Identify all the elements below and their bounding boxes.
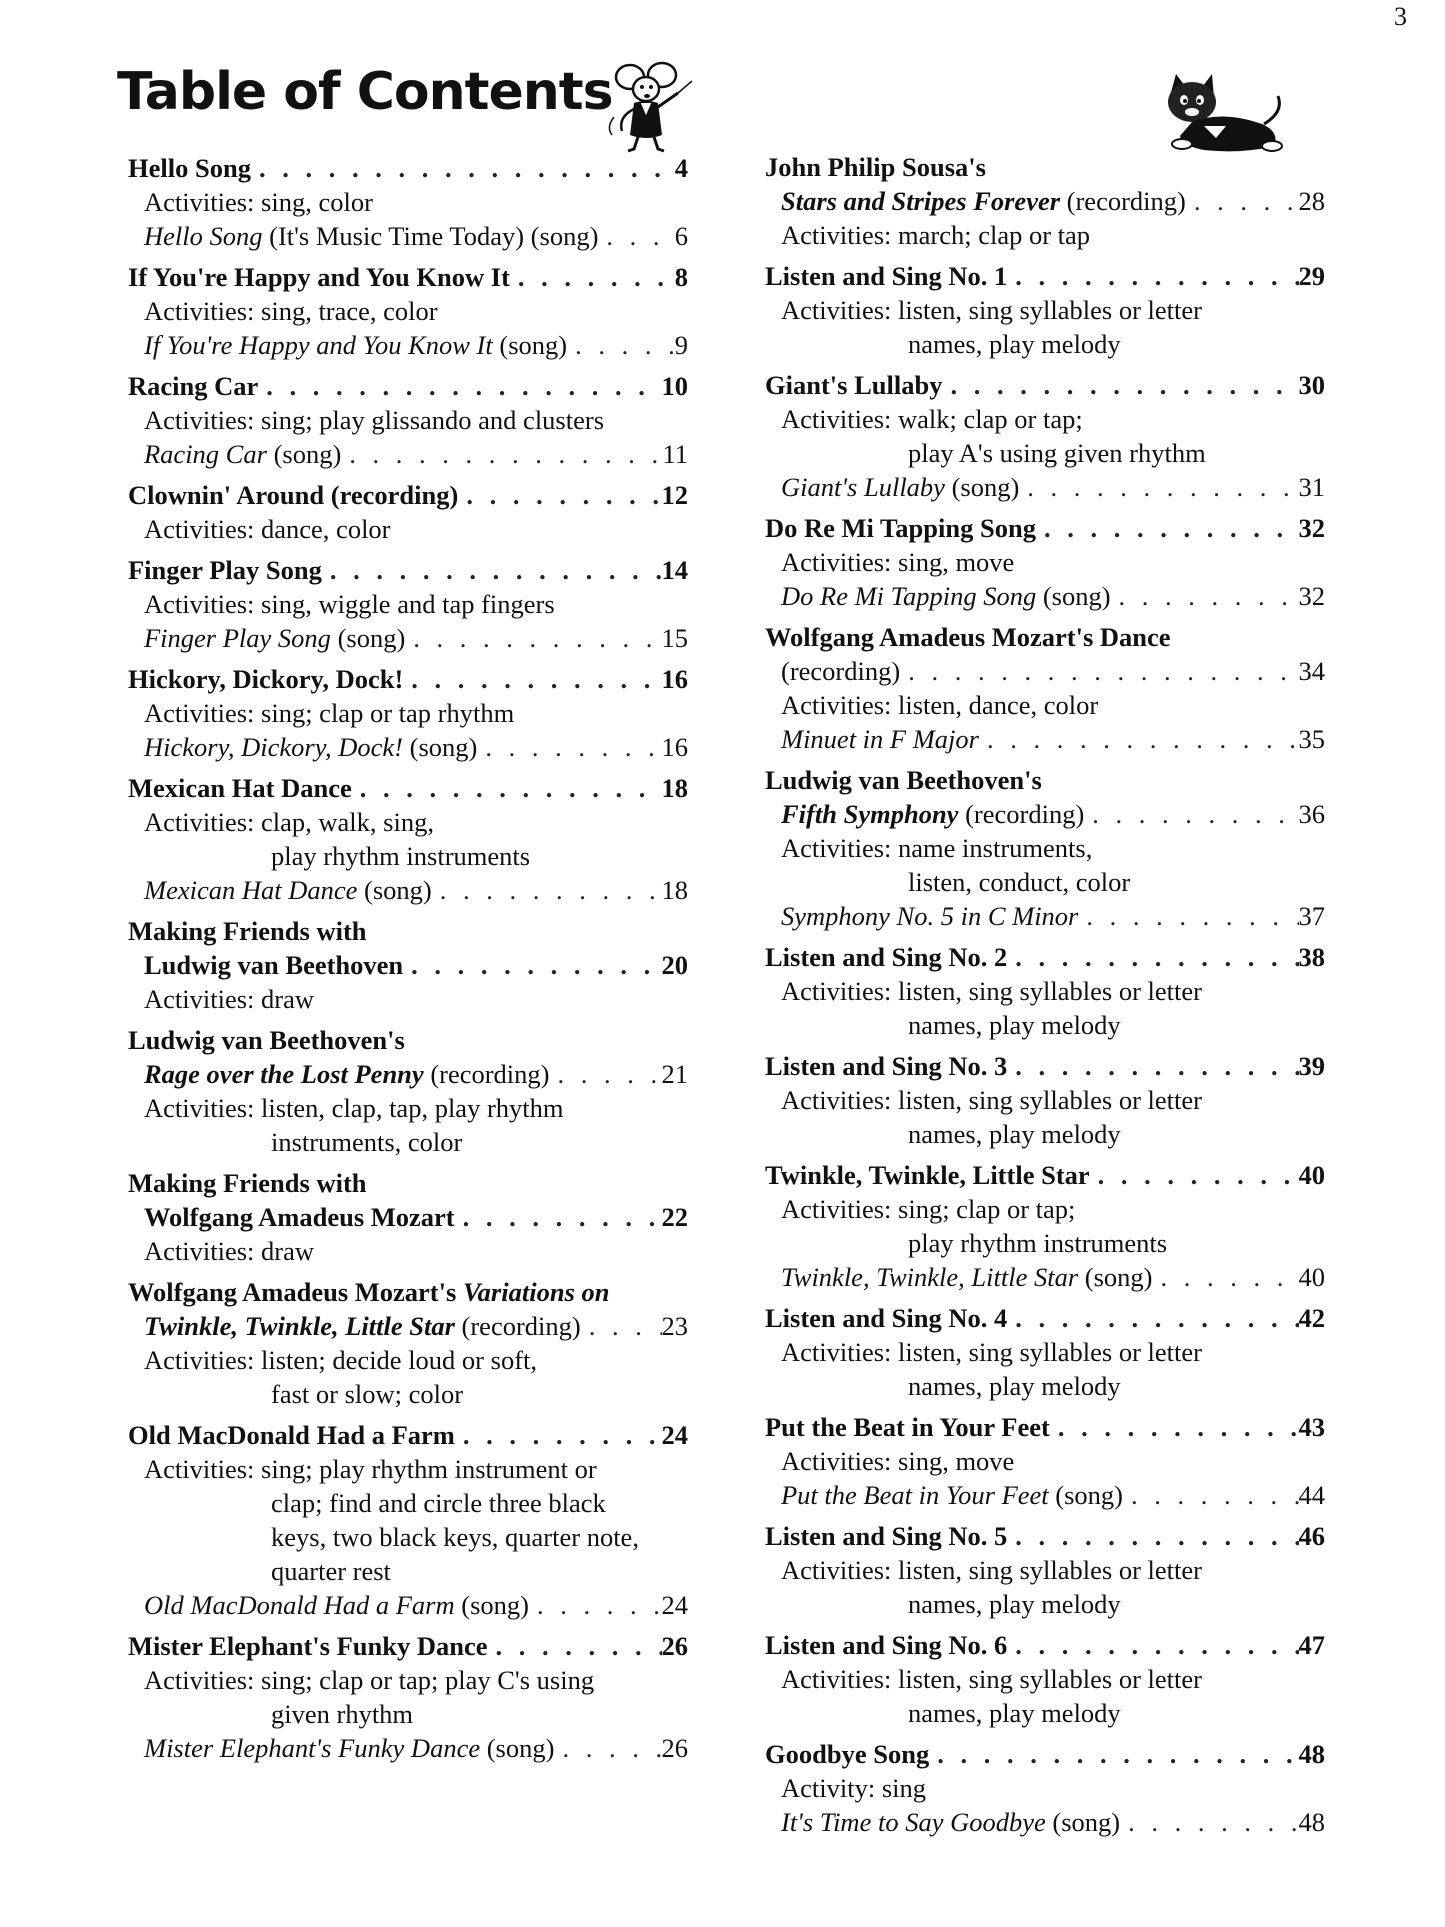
toc-heading-line[interactable] <box>765 1049 1325 1083</box>
song-line[interactable]: Racing Car (song) . . . 11 <box>128 437 688 471</box>
toc-entry-giants-lullaby <box>765 368 1325 504</box>
toc-entry-stars-and-stripes <box>765 150 1325 252</box>
song-line[interactable]: Mister Elephant's Funky Dance (song) . . . 26 <box>128 1731 688 1765</box>
entry-title: Wolfgang Amadeus Mozart's <box>128 1277 463 1307</box>
toc-heading-line[interactable] <box>128 553 688 587</box>
page-ref: 23 <box>661 1311 688 1341</box>
toc-heading-line <box>765 763 1325 797</box>
toc-heading-line[interactable]: Clownin' Around (recording) . . . 12 <box>128 478 688 512</box>
page-ref: 10 <box>661 371 688 401</box>
page-ref: 44 <box>1298 1480 1325 1510</box>
entry-title: Finger Play Song <box>128 555 322 585</box>
entry-title: Ludwig van Beethoven's <box>128 1025 405 1055</box>
page-ref: 36 <box>1298 799 1325 829</box>
recording-title: Twinkle, Twinkle, Little Star <box>144 1311 455 1341</box>
dot-leader <box>1007 1628 1298 1662</box>
activities-line: Activities: sing, move <box>781 1446 1015 1476</box>
dot-leader <box>550 1057 662 1091</box>
page-ref: 28 <box>1298 186 1325 216</box>
toc-entry-making-friends-mozart <box>128 1166 688 1268</box>
song-title: Giant's Lullaby <box>781 472 945 502</box>
dot-leader <box>1007 1049 1298 1083</box>
dot-leader <box>929 1737 1298 1771</box>
activities-line: Activities: listen, sing syllables or letter <box>781 295 1202 325</box>
song-line[interactable]: Do Re Mi Tapping Song (song) . . . 32 <box>765 579 1325 613</box>
dot-leader <box>1153 1260 1299 1294</box>
toc-heading-line[interactable] <box>765 259 1325 293</box>
toc-heading-line: Wolfgang Amadeus Mozart's Variations on <box>128 1277 610 1307</box>
page-ref: 16 <box>661 664 688 694</box>
activities-line: Activities: walk; clap or tap; <box>781 404 1083 434</box>
entry-title: Mexican Hat Dance <box>128 773 352 803</box>
song-title: Hickory, Dickory, Dock! <box>144 732 404 762</box>
page-ref: 34 <box>1298 656 1325 686</box>
activities-line: Activities: sing, wiggle and tap fingers <box>144 589 555 619</box>
dot-leader <box>1007 1519 1298 1553</box>
toc-heading-line[interactable] <box>128 1200 688 1234</box>
entry-title: Listen and Sing No. 1 <box>765 261 1008 291</box>
dot-leader <box>1007 940 1298 974</box>
entry-title: Listen and Sing No. 4 <box>765 1303 1008 1333</box>
page-ref: 40 <box>1298 1262 1325 1292</box>
toc-heading-line <box>765 150 1325 184</box>
page-ref: 32 <box>1298 581 1325 611</box>
toc-heading-line <box>128 1166 688 1200</box>
dot-leader <box>477 730 661 764</box>
song-line[interactable]: Mexican Hat Dance (song) . . . 18 <box>128 873 688 907</box>
activities-line: play rhythm instruments <box>271 841 531 871</box>
entry-title: Goodbye Song <box>765 1739 930 1769</box>
dot-leader <box>581 1309 662 1343</box>
recording-line[interactable]: Twinkle, Twinkle, Little Star (recording) . . . 23 <box>128 1309 688 1343</box>
dot-leader <box>1084 797 1298 831</box>
recording-title: Rage over the Lost Penny <box>144 1059 424 1089</box>
dot-leader <box>529 1588 662 1622</box>
activities-line: play A's using given rhythm <box>908 438 1206 468</box>
activities-line: quarter rest <box>271 1556 391 1586</box>
song-title: Symphony No. 5 in C Minor <box>781 901 1079 931</box>
activities-line: Activities: draw <box>144 984 314 1014</box>
entry-title: Mister Elephant's Funky Dance <box>128 1631 488 1661</box>
activities-line: Activities: draw <box>144 1236 314 1266</box>
dot-leader <box>1036 511 1299 545</box>
toc-heading-line[interactable] <box>765 1301 1325 1335</box>
recording-title: Stars and Stripes Forever <box>781 186 1061 216</box>
activities-line: Activities: march; clap or tap <box>781 220 1091 250</box>
entry-title: Ludwig van Beethoven <box>144 950 404 980</box>
page-ref: 24 <box>661 1590 688 1620</box>
page-ref: 18 <box>661 773 688 803</box>
page-title: Table of Contents <box>117 62 613 122</box>
toc-entry-listen-and-sing-1 <box>765 259 1325 361</box>
activities-line: fast or slow; color <box>271 1379 464 1409</box>
toc-entry-twinkle-twinkle <box>765 1158 1325 1294</box>
activities-line: names, play melody <box>908 329 1121 359</box>
recording-line[interactable]: Rage over the Lost Penny (recording) . . . 21 <box>128 1057 688 1091</box>
activities-line: Activities: sing; play glissando and clusters <box>144 405 605 435</box>
page-ref: 18 <box>661 875 688 905</box>
song-line[interactable]: Hickory, Dickory, Dock! (song) . . . 16 <box>128 730 688 764</box>
dot-leader <box>1007 1301 1298 1335</box>
page-ref: 21 <box>661 1059 688 1089</box>
song-line[interactable]: Giant's Lullaby (song) . . . 31 <box>765 470 1325 504</box>
activities-line: Activities: sing; play rhythm instrument or <box>144 1454 597 1484</box>
cat-lying-illustration <box>1152 66 1292 156</box>
page-ref: 26 <box>661 1631 688 1661</box>
page-ref: 37 <box>1298 901 1325 931</box>
entry-title: Making Friends with <box>128 916 367 946</box>
activities-line: Activities: clap, walk, sing, <box>144 807 434 837</box>
dot-leader <box>1186 184 1299 218</box>
mouse-conductor-illustration <box>600 55 700 155</box>
dot-leader <box>510 260 675 294</box>
toc-entry-racing-car <box>128 369 688 471</box>
toc-heading-line[interactable] <box>128 260 688 294</box>
song-line[interactable] <box>765 722 1325 756</box>
song-title: Minuet in F Major <box>781 724 979 754</box>
toc-left-column <box>128 151 688 1772</box>
toc-entry-variations-twinkle <box>128 1275 688 1411</box>
toc-entry-listen-and-sing-3 <box>765 1049 1325 1151</box>
activities-line: Activities: listen, dance, color <box>781 690 1099 720</box>
activities-line: Activities: sing, color <box>144 187 373 217</box>
dot-leader <box>405 621 661 655</box>
activities-line: Activities: sing, move <box>781 547 1015 577</box>
toc-entry-fifth-symphony <box>765 763 1325 933</box>
entry-title: If You're Happy and You Know It <box>128 262 510 292</box>
dot-leader <box>1007 259 1298 293</box>
song-line[interactable]: Hello Song (It's Music Time Today) (song) . . . 6 <box>128 219 688 253</box>
entry-title: Old MacDonald Had a Farm <box>128 1420 455 1450</box>
toc-entry-rage-over-lost-penny <box>128 1023 688 1159</box>
song-line[interactable]: Twinkle, Twinkle, Little Star (song) . . . 40 <box>765 1260 1325 1294</box>
entry-title: Put the Beat in Your Feet <box>765 1412 1050 1442</box>
song-title: Mister Elephant's Funky Dance <box>144 1733 481 1763</box>
dot-leader <box>352 771 662 805</box>
activities-line: Activities: listen, sing syllables or letter <box>781 1337 1202 1367</box>
page-ref: 38 <box>1298 942 1325 972</box>
page-ref: 22 <box>661 1202 688 1232</box>
dot-leader <box>322 553 662 587</box>
page-ref: 47 <box>1298 1630 1325 1660</box>
entry-title: Twinkle, Twinkle, Little Star <box>765 1160 1090 1190</box>
dot-leader <box>1123 1478 1298 1512</box>
toc-entry-hickory-dickory-dock <box>128 662 688 764</box>
dot-leader <box>1078 899 1298 933</box>
toc-heading-line <box>128 914 688 948</box>
song-line[interactable] <box>765 899 1325 933</box>
dot-leader <box>942 368 1298 402</box>
dot-leader <box>432 873 662 907</box>
recording-line[interactable]: Stars and Stripes Forever (recording) . . . 28 <box>765 184 1325 218</box>
recording-line[interactable]: (recording) . . . 34 <box>765 654 1325 688</box>
activities-line: instruments, color <box>271 1127 463 1157</box>
song-title: Mexican Hat Dance <box>144 875 358 905</box>
song-title: Hello Song <box>144 221 263 251</box>
song-title: If You're Happy and You Know It <box>144 330 493 360</box>
entry-title: Racing Car <box>128 371 259 401</box>
entry-title: Making Friends with <box>128 1168 367 1198</box>
page-ref: 43 <box>1298 1412 1325 1442</box>
dot-leader <box>258 369 661 403</box>
dot-leader <box>251 151 675 185</box>
entry-title: Do Re Mi Tapping Song <box>765 513 1036 543</box>
dot-leader <box>1050 1410 1299 1444</box>
dot-leader <box>455 1418 662 1452</box>
song-line[interactable]: Old MacDonald Had a Farm (song) . . . 24 <box>128 1588 688 1622</box>
page-ref: 8 <box>674 262 688 292</box>
entry-title: Hickory, Dickory, Dock! <box>128 664 404 694</box>
page-ref: 16 <box>661 732 688 762</box>
page-ref: 9 <box>674 330 688 360</box>
dot-leader <box>598 219 674 253</box>
entry-title: Giant's Lullaby <box>765 370 943 400</box>
toc-entry-do-re-mi <box>765 511 1325 613</box>
page-ref: 48 <box>1298 1807 1325 1837</box>
dot-leader <box>979 722 1299 756</box>
toc-heading-line[interactable] <box>128 369 688 403</box>
toc-heading-line[interactable] <box>765 368 1325 402</box>
activities-line: Activities: sing, trace, color <box>144 296 438 326</box>
dot-leader <box>455 1200 662 1234</box>
toc-heading-line[interactable] <box>128 662 688 696</box>
dot-leader <box>341 437 662 471</box>
dot-leader <box>567 328 675 362</box>
toc-heading-line[interactable] <box>128 771 688 805</box>
dot-leader <box>1019 470 1298 504</box>
song-line[interactable]: Finger Play Song (song) . . . 15 <box>128 621 688 655</box>
recording-title: Fifth Symphony <box>781 799 959 829</box>
activities-line: Activities: listen; decide loud or soft, <box>144 1345 538 1375</box>
dot-leader <box>488 1629 662 1663</box>
entry-title: Listen and Sing No. 3 <box>765 1051 1008 1081</box>
page-ref: 31 <box>1298 472 1325 502</box>
activities-line: Activities: name instruments, <box>781 833 1093 863</box>
page-ref: 40 <box>1298 1160 1325 1190</box>
toc-right-column <box>765 150 1325 1846</box>
entry-title: Listen and Sing No. 2 <box>765 942 1008 972</box>
dot-leader <box>1090 1158 1299 1192</box>
entry-title: Hello Song <box>128 153 251 183</box>
page-ref: 14 <box>661 555 688 585</box>
page-ref: 48 <box>1298 1739 1325 1769</box>
dot-leader <box>554 1731 661 1765</box>
toc-entry-mexican-hat-dance <box>128 771 688 907</box>
toc-heading-line[interactable] <box>765 1628 1325 1662</box>
toc-entry-finger-play-song <box>128 553 688 655</box>
activities-line: Activities: dance, color <box>144 514 391 544</box>
toc-entry-clownin-around <box>128 478 688 546</box>
dot-leader <box>403 948 661 982</box>
toc-heading-line[interactable] <box>765 511 1325 545</box>
song-title: Racing Car <box>144 439 267 469</box>
dot-leader <box>1111 579 1299 613</box>
page-ref: 11 <box>662 439 688 469</box>
entry-title: Wolfgang Amadeus Mozart's Dance <box>765 622 1171 652</box>
toc-entry-listen-and-sing-4 <box>765 1301 1325 1403</box>
page-ref: 32 <box>1298 513 1325 543</box>
toc-entry-hello-song <box>128 151 688 253</box>
activities-line: Activities: listen, sing syllables or letter <box>781 976 1202 1006</box>
toc-entry-if-youre-happy <box>128 260 688 362</box>
toc-heading-line[interactable] <box>128 1629 688 1663</box>
dot-leader <box>900 654 1298 688</box>
page-ref: 20 <box>661 950 688 980</box>
song-line[interactable]: If You're Happy and You Know It (song) . . . 9 <box>128 328 688 362</box>
activities-line: clap; find and circle three black <box>271 1488 606 1518</box>
toc-heading-line[interactable] <box>765 1737 1325 1771</box>
page-ref: 12 <box>661 480 688 510</box>
page-ref: 4 <box>674 153 688 183</box>
activities-line: Activities: listen, clap, tap, play rhythm <box>144 1093 564 1123</box>
toc-heading-line[interactable] <box>765 1158 1325 1192</box>
activities-line: Activities: listen, sing syllables or letter <box>781 1555 1202 1585</box>
activities-line: names, play melody <box>908 1371 1121 1401</box>
activities-line: Activities: sing; clap or tap rhythm <box>144 698 515 728</box>
toc-heading-line[interactable] <box>765 1410 1325 1444</box>
toc-heading-line[interactable] <box>128 948 688 982</box>
toc-heading-line[interactable] <box>765 1519 1325 1553</box>
page-ref: 24 <box>661 1420 688 1450</box>
activities-line: names, play melody <box>908 1119 1121 1149</box>
page-number: 3 <box>1394 2 1407 31</box>
page-ref: 6 <box>674 221 688 251</box>
entry-title: Listen and Sing No. 5 <box>765 1521 1008 1551</box>
page-ref: 42 <box>1298 1303 1325 1333</box>
activities-line: names, play melody <box>908 1698 1121 1728</box>
page-ref: 46 <box>1298 1521 1325 1551</box>
song-title: Put the Beat in Your Feet <box>781 1480 1049 1510</box>
toc-heading-line[interactable] <box>128 151 688 185</box>
activities-line: Activity: sing <box>781 1773 927 1803</box>
page-ref: 30 <box>1298 370 1325 400</box>
dot-leader <box>458 478 661 512</box>
toc-entry-old-macdonald <box>128 1418 688 1622</box>
toc-entry-mozart-dance <box>765 620 1325 756</box>
dot-leader <box>1120 1805 1298 1839</box>
song-title: It's Time to Say Goodbye <box>781 1807 1046 1837</box>
song-title: Do Re Mi Tapping Song <box>781 581 1037 611</box>
page-ref: 35 <box>1298 724 1325 754</box>
song-line[interactable]: It's Time to Say Goodbye (song) . . . 48 <box>765 1805 1325 1839</box>
entry-title: Listen and Sing No. 6 <box>765 1630 1008 1660</box>
song-title: Twinkle, Twinkle, Little Star <box>781 1262 1079 1292</box>
toc-entry-goodbye-song <box>765 1737 1325 1839</box>
entry-title: John Philip Sousa's <box>765 152 986 182</box>
toc-entry-listen-and-sing-5 <box>765 1519 1325 1621</box>
toc-entry-making-friends-beethoven <box>128 914 688 1016</box>
toc-entry-mister-elephant <box>128 1629 688 1765</box>
recording-line[interactable]: Fifth Symphony (recording) . . . 36 <box>765 797 1325 831</box>
song-title: Old MacDonald Had a Farm <box>144 1590 455 1620</box>
page-ref: 15 <box>661 623 688 653</box>
page-ref: 26 <box>661 1733 688 1763</box>
entry-title: Clownin' Around <box>128 480 325 510</box>
entry-title: Wolfgang Amadeus Mozart <box>144 1202 455 1232</box>
toc-entry-put-the-beat <box>765 1410 1325 1512</box>
toc-heading-line <box>128 1023 688 1057</box>
page-ref: 29 <box>1298 261 1325 291</box>
activities-line: given rhythm <box>271 1699 414 1729</box>
toc-heading-line[interactable] <box>128 1418 688 1452</box>
activities-line: Activities: listen, sing syllables or letter <box>781 1664 1202 1694</box>
toc-entry-listen-and-sing-6 <box>765 1628 1325 1730</box>
dot-leader <box>403 662 661 696</box>
toc-heading-line[interactable] <box>765 940 1325 974</box>
activities-line: keys, two black keys, quarter note, <box>271 1522 639 1552</box>
song-title: Finger Play Song <box>144 623 331 653</box>
activities-line: names, play melody <box>908 1010 1121 1040</box>
entry-title: Ludwig van Beethoven's <box>765 765 1042 795</box>
activities-line: Activities: sing; clap or tap; <box>781 1194 1076 1224</box>
activities-line: Activities: listen, sing syllables or letter <box>781 1085 1202 1115</box>
activities-line: listen, conduct, color <box>908 867 1131 897</box>
activities-line: play rhythm instruments <box>908 1228 1168 1258</box>
activities-line: Activities: sing; clap or tap; play C's using <box>144 1665 595 1695</box>
toc-entry-listen-and-sing-2 <box>765 940 1325 1042</box>
page-ref: 39 <box>1298 1051 1325 1081</box>
activities-line: names, play melody <box>908 1589 1121 1619</box>
toc-heading-line <box>765 620 1325 654</box>
song-line[interactable]: Put the Beat in Your Feet (song) . . . 44 <box>765 1478 1325 1512</box>
